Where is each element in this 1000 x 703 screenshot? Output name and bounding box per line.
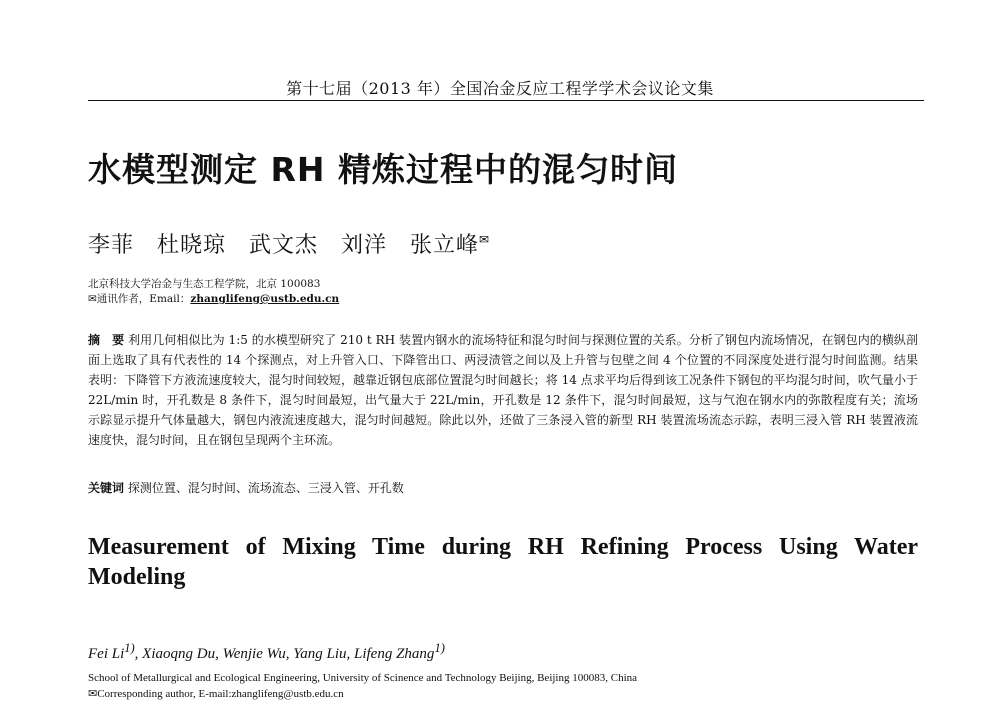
- chinese-contact: [88, 291, 339, 306]
- chinese-authors: [88, 228, 490, 259]
- english-title: Measurement of Mixing Time during RH Refining Process Using Water Modeling: [88, 534, 918, 590]
- abstract-label: 摘 要: [88, 333, 125, 347]
- keywords-text: 探测位置、混匀时间、流场流态、三浸入管、开孔数: [127, 481, 404, 495]
- keywords-label: 关键词: [88, 481, 125, 495]
- abstract-text: 利用几何相似比为 1:5 的水模型研究了 210 t RH 装置内钢水的流场特征和混匀时间与探测位置的关系。分析了钢包内流场情况，在钢包内的横纵剖面上选取了具有代表性的 14 个探测点，对上升管入口、下降管出口、两浸渍管之间以及上升管与包壁之间 4 个位置的不同深度处进行混匀时间监测。结果表明：下降管下方液流速度较大，混匀时间较短，越靠近钢包底部位置混匀时间越长；将 14 点求平均后得到该工况条件下钢包的平均混匀时间，吹气量小于 22L/min 时，开孔数是 8 条件下，混匀时间最短，出气量大于 22L/min，开孔数是 12 条件下，混匀时间最短，这与气泡在钢水内的弥散程度有关；流场示踪显示提升气体量越大，钢包内液流速度越大，混匀时间越短。除此以外，还做了三条浸入管的新型 RH 装置流场流态示踪，表明三浸入管 RH 装置液流速度快，混匀时间，且在钢包呈现两个主环流。: [88, 333, 918, 447]
- author-superscript-2: 1): [434, 641, 445, 655]
- author-superscript-1: 1): [124, 641, 135, 655]
- english-authors: [88, 641, 445, 663]
- chinese-abstract: [88, 330, 918, 450]
- chinese-keywords: [88, 479, 404, 496]
- chinese-title: 水模型测定 RH 精炼过程中的混匀时间: [88, 150, 679, 189]
- proceedings-header: 第十七届（2013 年）全国冶金反应工程学学术会议论文集: [286, 79, 714, 98]
- english-affiliation: School of Metallurgical and Ecological Engineering, University of Scinence and Technology Beijing, Beijing 100083, China: [88, 672, 638, 684]
- chinese-author-names: 李菲 杜晓琼 武文杰 刘洋 张立峰: [88, 233, 480, 258]
- header-rule: [88, 100, 924, 101]
- chinese-contact-prefix: ✉通讯作者，Email：: [88, 293, 191, 305]
- english-author-rest: , Xiaoqng Du, Wenjie Wu, Yang Liu, Lifeng Zhang: [134, 646, 435, 662]
- corresponding-envelope-icon: ✉: [479, 232, 491, 247]
- english-contact: ✉Corresponding author, E-mail:zhanglifeng@ustb.edu.cn: [88, 688, 344, 700]
- chinese-affiliation: 北京科技大学冶金与生态工程学院，北京 100083: [88, 278, 321, 290]
- chinese-email-link[interactable]: zhanglifeng@ustb.edu.cn: [190, 293, 340, 305]
- english-author-first: Fei Li: [88, 646, 125, 662]
